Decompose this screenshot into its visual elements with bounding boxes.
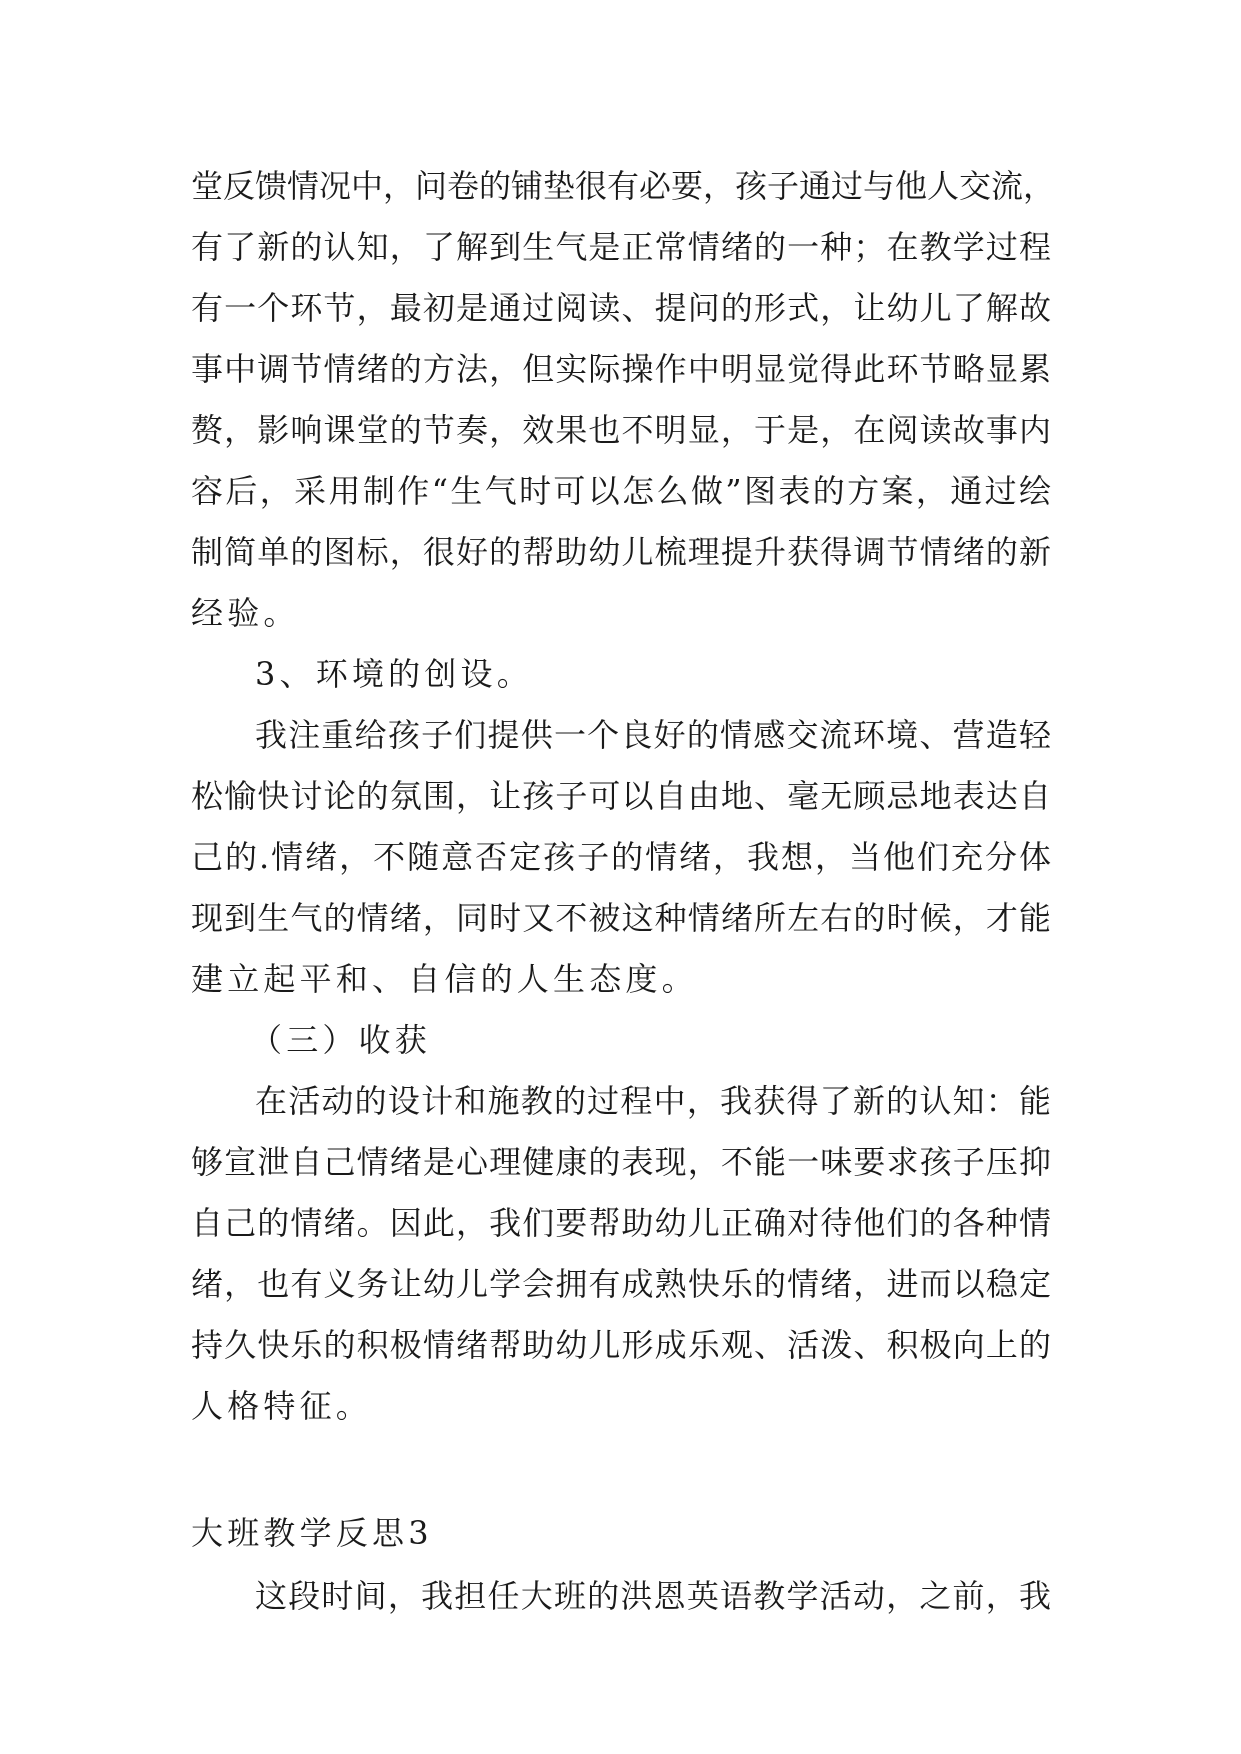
paragraph-line: 够宣泄自己情绪是心理健康的表现，不能一味要求孩子压抑 bbox=[191, 1143, 1051, 1181]
paragraph-line: 在活动的设计和施教的过程中，我获得了新的认知：能 bbox=[255, 1082, 1051, 1120]
paragraph-line: 建立起平和、自信的人生态度。 bbox=[191, 960, 698, 998]
paragraph-line: 现到生气的情绪，同时又不被这种情绪所左右的时候，才能 bbox=[191, 899, 1051, 937]
paragraph-line: 自己的情绪。因此，我们要帮助幼儿正确对待他们的各种情 bbox=[191, 1204, 1051, 1242]
paragraph-line: 持久快乐的积极情绪帮助幼儿形成乐观、活泼、积极向上的 bbox=[191, 1326, 1051, 1364]
paragraph-line: 这段时间，我担任大班的洪恩英语教学活动，之前，我 bbox=[255, 1577, 1051, 1615]
paragraph-line: 有了新的认知，了解到生气是正常情绪的一种；在教学过程 bbox=[191, 228, 1051, 266]
paragraph-line: 绪，也有义务让幼儿学会拥有成熟快乐的情绪，进而以稳定 bbox=[191, 1265, 1051, 1303]
paragraph-line: 经验。 bbox=[191, 594, 300, 632]
paragraph-line: 事中调节情绪的方法，但实际操作中明显觉得此环节略显累 bbox=[191, 350, 1051, 388]
paragraph-line: 有一个环节，最初是通过阅读、提问的形式，让幼儿了解故 bbox=[191, 289, 1051, 327]
paragraph-line: 容后，采用制作“生气时可以怎么做”图表的方案，通过绘 bbox=[191, 472, 1051, 510]
paragraph-line: 赘，影响课堂的节奏，效果也不明显，于是，在阅读故事内 bbox=[191, 411, 1051, 449]
section-heading: （三）收获 bbox=[250, 1021, 432, 1059]
paragraph-line: 我注重给孩子们提供一个良好的情感交流环境、营造轻 bbox=[255, 716, 1051, 754]
paragraph-line: 松愉快讨论的氛围，让孩子可以自由地、毫无顾忌地表达自 bbox=[191, 777, 1051, 815]
section-heading: 3、环境的创设。 bbox=[255, 655, 533, 693]
paragraph-line: 己的.情绪，不随意否定孩子的情绪，我想，当他们充分体 bbox=[191, 838, 1051, 876]
paragraph-line: 人格特征。 bbox=[191, 1387, 373, 1425]
paragraph-line: 堂反馈情况中，问卷的铺垫很有必要，孩子通过与他人交流， bbox=[191, 167, 1056, 205]
paragraph-line: 制简单的图标，很好的帮助幼儿梳理提升获得调节情绪的新 bbox=[191, 533, 1051, 571]
section-title: 大班教学反思3 bbox=[191, 1514, 433, 1552]
